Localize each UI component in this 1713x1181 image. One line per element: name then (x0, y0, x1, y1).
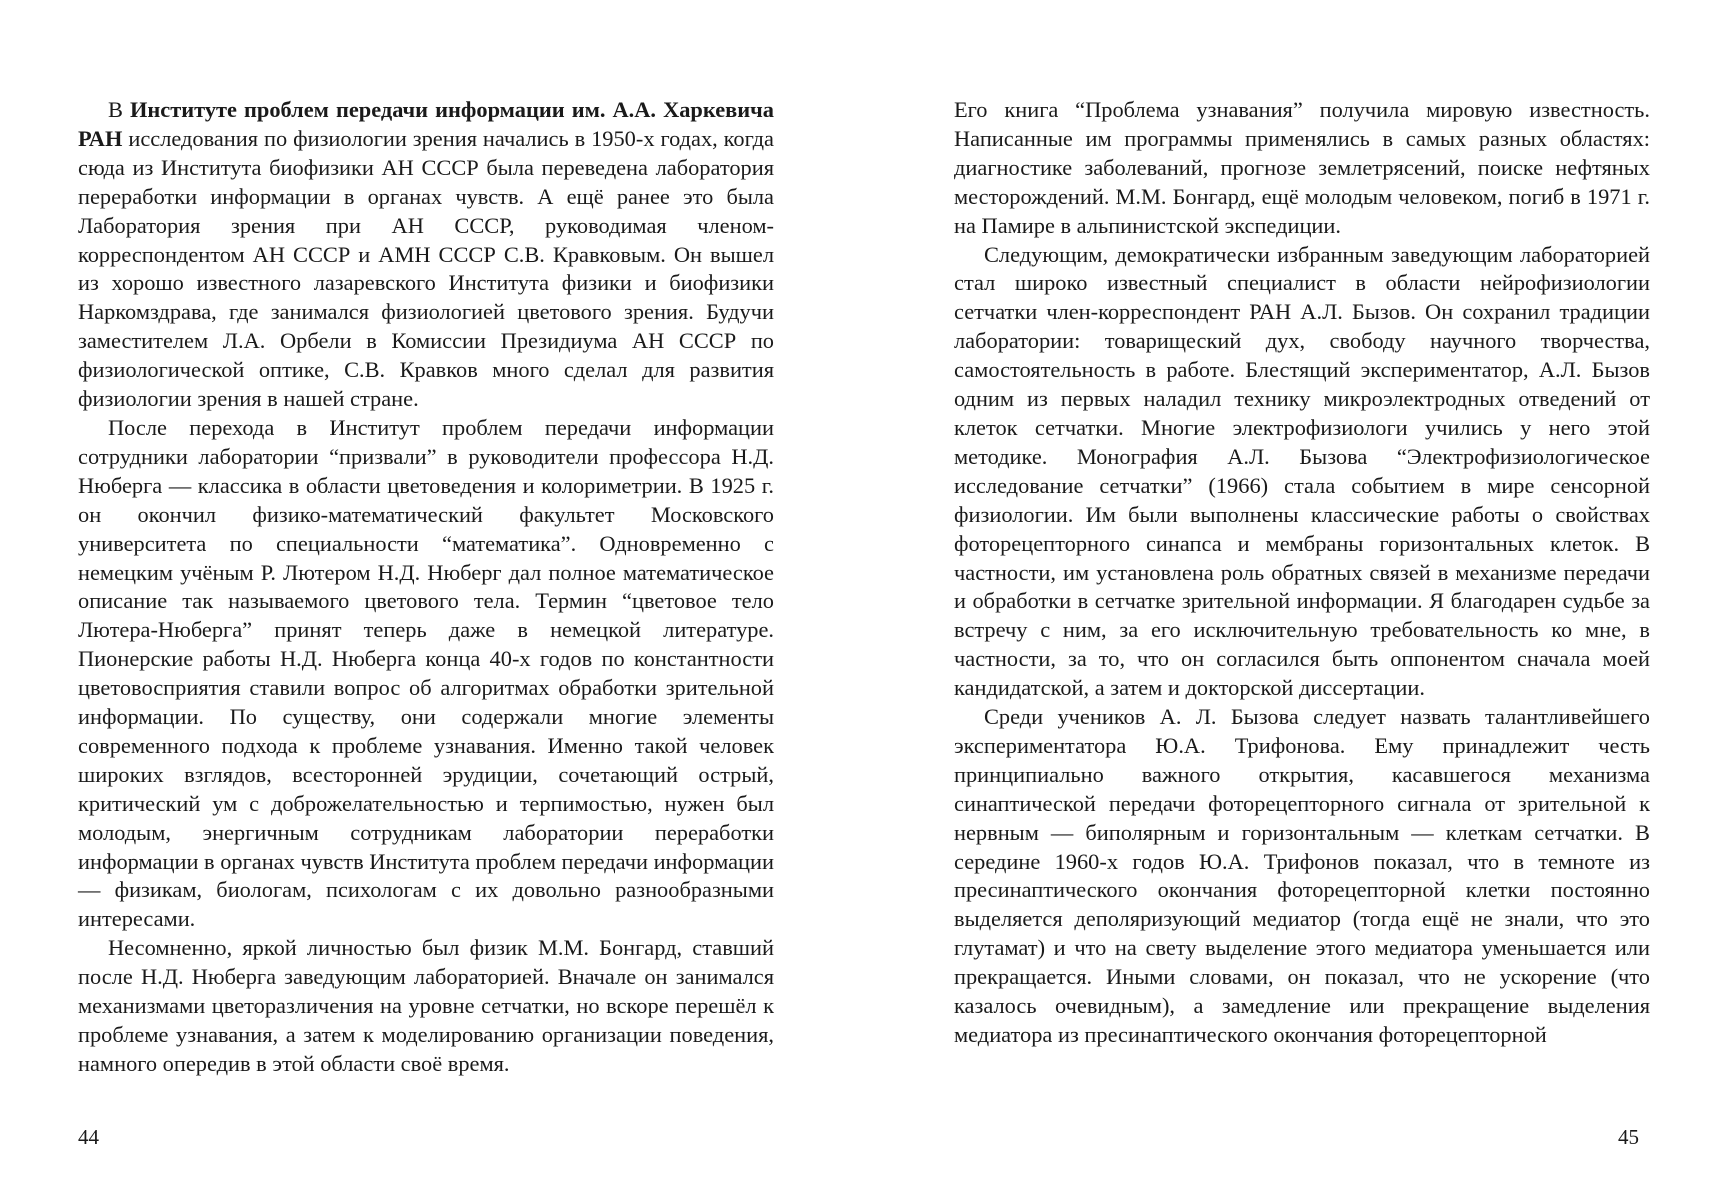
right-paragraph-3: Среди учеников А. Л. Бызова следует назвать талантливейшего экспериментатора Ю.А. Трифонова. Ему принадлежит честь принципиально важного открытия, касавшегося механизма синаптической передачи фоторецепторного сигнала от зрительной к нервным — биполярным и горизонтальным — клеткам сетчатки. В середине 1960-х годов Ю.А. Трифонов показал, что в темноте из пресинаптического окончания фоторецепторной клетки постоянно выделяется деполяризующий медиатор (тогда ещё не знали, что это глутамат) и что на свету выделение этого медиатора уменьшается или прекращается. Иными словами, он показал, что не ускорение (что казалось очевидным), а замедление или прекращение выделения медиатора из пресинаптического окончания фоторецепторной (954, 704, 1650, 1047)
left-paragraph-3: Несомненно, яркой личностью был физик М.М. Бонгард, ставший после Н.Д. Нюберга заведующим лабораторией. Вначале он занимался механизмами цветоразличения на уровне сетчатки, но вскоре перешёл к проблеме узнавания, а затем к моделированию организации поведения, намного опередив в этой области своё время. (78, 935, 774, 1076)
right-paragraph-2: Следующим, демократически избранным заведующим лабораторией стал широко известный специалист в области нейрофизиологии сетчатки член-корреспондент РАН А.Л. Бызов. Он сохранил традиции лаборатории: товарищеский дух, свободу научного творчества, самостоятельность в работе. Блестящий экспериментатор, А.Л. Бызов одним из первых наладил технику микроэлектродных отведений от клеток сетчатки. Многие электрофизиологи учились у него этой методике. Монография А.Л. Бызова “Электрофизиологическое исследование сетчатки” (1966) стала событием в мире сенсорной физиологии. Им были выполнены классические работы о свойствах фоторецепторного синапса и мембраны горизонтальных клеток. В частности, им установлена роль обратных связей в механизме передачи и обработки в сетчатке зрительной информации. Я благодарен судьбе за встречу с ним, за его исключительную требовательность ко мне, в частности, за то, что он согласился быть оппонентом сначала моей кандидатской, а затем и докторской диссертации. (954, 241, 1650, 701)
right-paragraph-1: Его книга “Проблема узнавания” получила мировую известность. Написанные им программы применялись в самых разных областях: диагностике заболеваний, прогнозе землетрясений, поиске нефтяных месторождений. М.М. Бонгард, ещё молодым человеком, погиб в 1971 г. на Памире в альпинистской экспедиции. (954, 97, 1650, 238)
right-page (954, 96, 1650, 1050)
left-page-number: 44 (78, 1125, 99, 1149)
left-paragraph-1-rest: исследования по физиологии зрения начались в 1950-х годах, когда сюда из Института биофизики АН СССР была переведена лаборатория переработки информации в органах чувств. А ещё ранее это была Лаборатория зрения при АН СССР, руководимая членом-корреспондентом АН СССР и АМН СССР С.В. Кравковым. Он вышел из хорошо известного лазаревского Института физики и биофизики Наркомздрава, где занимался физиологией цветового зрения. Будучи заместителем Л.А. Орбели в Комиссии Президиума АН СССР по физиологической оптике, С.В. Кравков много сделал для развития физиологии зрения в нашей стране. (78, 125, 774, 412)
left-paragraph-1-start: В (108, 97, 130, 122)
left-page (78, 96, 774, 1079)
left-paragraph-1 (78, 96, 774, 414)
left-paragraph-2: После перехода в Институт проблем передачи информации сотрудники лаборатории “призвали” в руководители профессора Н.Д. Нюберга — классика в области цветоведения и колориметрии. В 1925 г. он окончил физико-математический факультет Московского университета по специальности “математика”. Одновременно с немецким учёным Р. Лютером Н.Д. Нюберг дал полное математическое описание так называемого цветового тела. Термин “цветовое тело Лютера-Нюберга” принят теперь даже в немецкой литературе. Пионерские работы Н.Д. Нюберга конца 40-х годов по константности цветовосприятия ставили вопрос об алгоритмах обработки зрительной информации. По существу, они содержали многие элементы современного подхода к проблеме узнавания. Именно такой человек широких взглядов, всесторонней эрудиции, сочетающий острый, критический ум с доброжелательностью и терпимостью, нужен был молодым, энергичным сотрудникам лаборатории переработки информации в органах чувств Института проблем передачи информации — физикам, биологам, психологам с их довольно разнообразными интересами. (78, 414, 774, 932)
institute-name-bold: Институте проблем передачи информации им. А.А. Харкевича РАН (78, 97, 774, 151)
right-page-number: 45 (1618, 1125, 1639, 1149)
